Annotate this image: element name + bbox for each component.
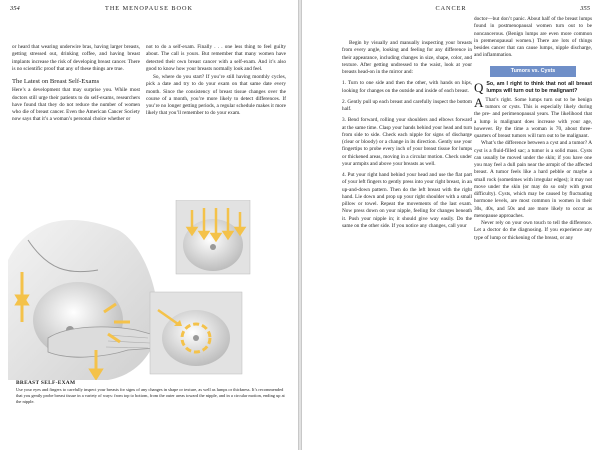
torso-figure: [8, 220, 158, 380]
caption-title: BREAST SELF-EXAM: [16, 380, 76, 386]
paragraph: not to do a self-exam. Finally . . . one less thing to feel guilty about. The call is yours. But remember that many women have detected their own breast cancer with a self-exam. And it’s also good to know how your breasts normally look and feel.: [146, 44, 286, 72]
step-3: 3. Bend forward, rolling your shoulders and elbows forward at the same time. Clasp your hands behind your head and turn from side to side. Check each nipple for signs of discharge (clear or bloody) or a change in its direction. Gently use your fingertips to probe every inch of your breast tissue for lumps or thickened areas, moving in a circular motion. Check under your armpits and above your breasts as well.: [342, 117, 472, 167]
paragraph: Begin by visually and manually inspecting your breasts from every angle, looking and feeling for any difference in their appearance, including changes in size, shape, color, and texture. After getting undressed to the waist, look at your breasts head-on in the mirror and:: [342, 40, 472, 75]
answer-paragraph: What’s the difference between a cyst and a tumor? A cyst is a fluid-filled sac; a tumor is a solid mass. Cysts can usually be moved under the skin; if you have one you may feel a dull pain near the armpit of the affected breast. A tumor feels like a hard pebble or maybe a small rock (sometimes with irregular edges); it may not move under the skin (or may do so only with great difficulty). Cysts, which may be caused by fluctuating hormone levels, are most common in women in their 30s, 40s, and 50s and are more likely to occur as menopause approaches.: [474, 140, 592, 219]
question-block: [474, 81, 592, 95]
paragraph: Here’s a development that may surprise you. While most doctors still urge their patients to do self-exams, researchers have found that they do not reduce the number of women who die of breast cancer. Even the American Cancer Society now says that it’s a woman’s personal choice whether or: [12, 87, 140, 123]
paragraph: So, where do you start? If you’re still having monthly cycles, pick a date and try to do your exam on that same date every month. Since the consistency of breast tissue changes over the course of a month, you’re more likely to detect differences. If you’re no longer getting periods, a regular schedule makes it more likely that you’ll remember to do your exam.: [146, 74, 286, 117]
inset-top-to-bottom: [176, 200, 250, 274]
step-4: 4. Put your right hand behind your head and use the flat part of your left fingers to gently press into your right breast, in an up-and-down pattern. Then do the left breast with the right hand. Lie down and prop up your right shoulder with a small pillow or towel. Repeat the movements of the last exam. Now press down on your nipple, feeling for changes beneath it. Push your nipple in; it should give way easily. Do the same on the other side. If you notice any changes, call your: [342, 172, 472, 229]
running-header-left: [10, 5, 288, 15]
sidebar-label-box: Tumors vs. Cysts: [490, 66, 576, 77]
answer-block: [474, 94, 592, 242]
page-number: 354: [10, 5, 20, 12]
q-letter: Q: [474, 79, 484, 95]
caption-text: Use your eyes and fingers to carefully inspect your breasts for signs of any changes in shape or texture, as well as lumps or thickness. It’s recommended that you gently probe breast tissue in a variety of ways: from top to bottom, from the outer areas toward the nipple, and in a circular motion, ending up at the nipple.: [16, 387, 285, 404]
question-text: So, am I right to think that not all breast lumps will turn out to be malignant?: [486, 80, 592, 94]
right-column-1: [342, 40, 472, 230]
running-head-title: CANCER: [435, 5, 467, 12]
left-page: [0, 0, 298, 450]
page-number: 355: [580, 5, 590, 12]
paragraph: or heard that wearing underwire bras, having larger breasts, getting stressed out, drinking coffee, and having breast implants increase the risk of developing breast cancer. There is no scientific proof that any of these things are true.: [12, 44, 140, 72]
figure-caption: [16, 380, 288, 405]
left-column-2: [146, 44, 286, 119]
step-2: 2. Gently pull up each breast and carefully inspect the bottom half.: [342, 98, 472, 112]
section-subheading: The Latest on Breast Self-Exams: [12, 78, 100, 85]
a-letter: A: [474, 94, 484, 110]
left-column-1: [12, 44, 140, 125]
running-header-right: [312, 5, 590, 15]
paragraph: doctor—but don’t panic. About half of the breast lumps found in postmenopausal women turn out to be noncancerous. (Benign lumps are even more common in premenopausal women.) There are lots of things besides cancer that can cause lumps, nipple discharge, and inflammation.: [474, 16, 592, 59]
answer-paragraph: That’s right. Some lumps turn out to be benign tumors or cysts. This is especially likely during the pre- and perimenopausal years. The likelihood that a lump is malignant does increase with your age, however. By the time a woman is 70, about three-quarters of breast tumors will turn out to be malignant.: [474, 96, 592, 139]
running-head-title: THE MENOPAUSE BOOK: [105, 5, 193, 12]
answer-paragraph: Never rely on your own touch to tell the difference. Let a doctor do the diagnosing. If you experience any type of lump or thickening of the breast, or any: [474, 220, 592, 241]
breast-self-exam-illustration: [8, 200, 292, 380]
right-column-2: [474, 16, 592, 242]
step-1: 1. Turn to one side and then the other, with hands on hips, looking for changes on the outside and inside of each breast.: [342, 80, 472, 94]
right-page: [302, 0, 600, 450]
inset-circular-motion: [150, 292, 242, 374]
